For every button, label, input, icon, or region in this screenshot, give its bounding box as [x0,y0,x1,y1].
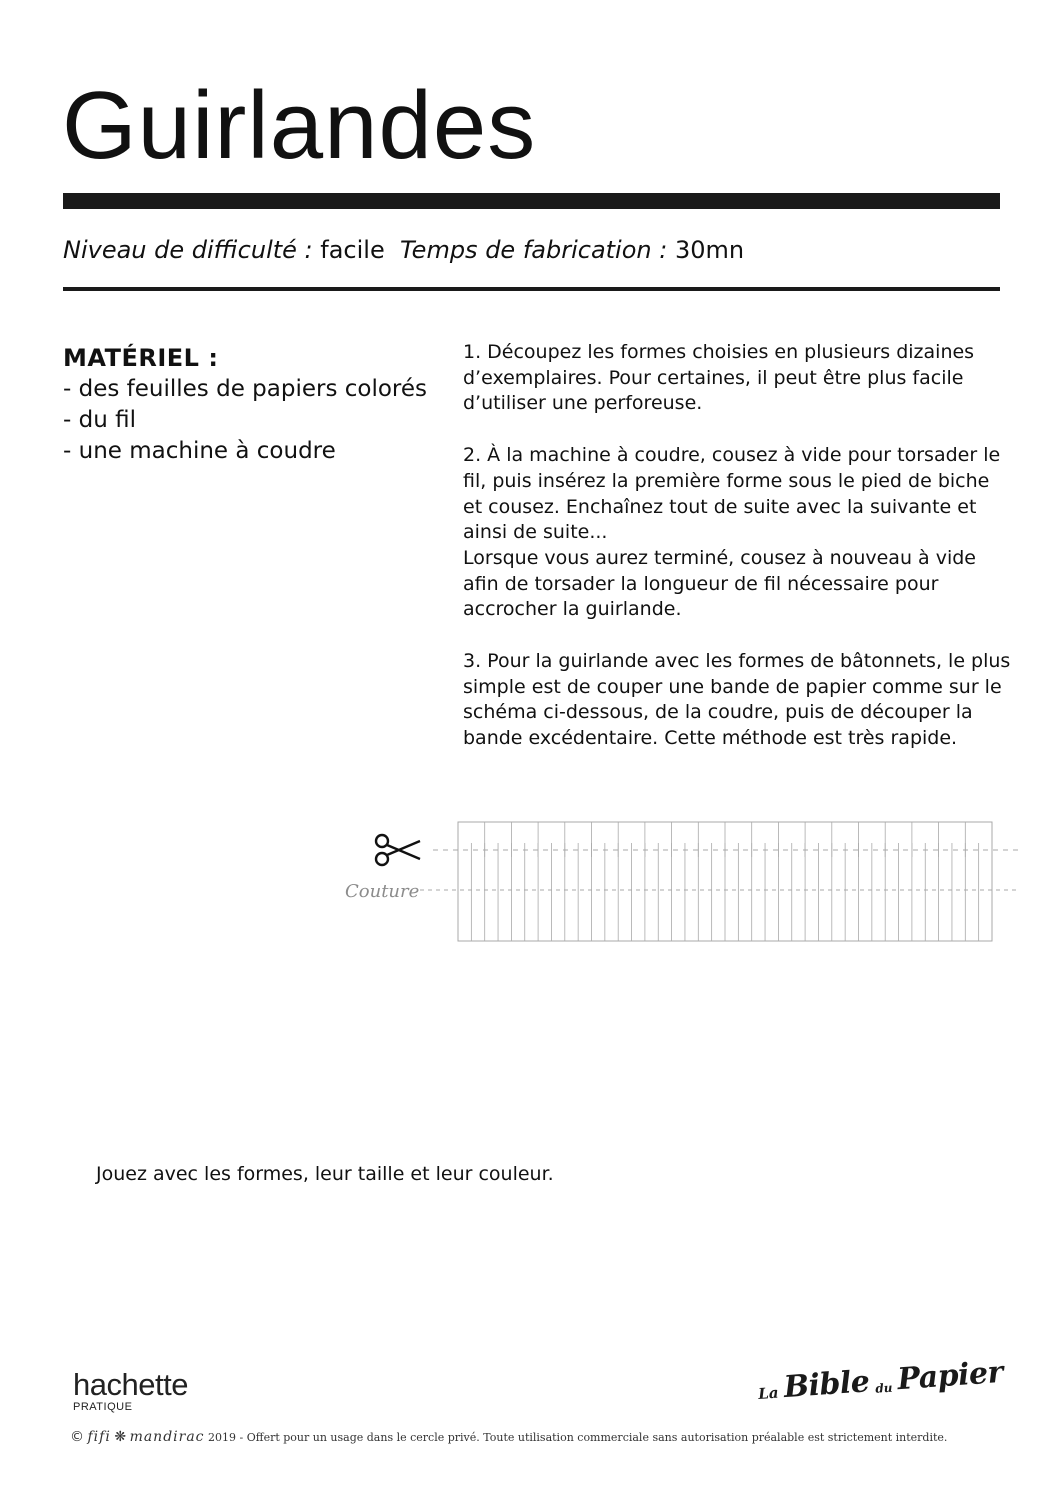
title-divider [63,193,1000,209]
publisher-subtitle: PRATIQUE [73,1401,133,1413]
step-1 [463,340,1013,417]
time-label: Temps de fabrication : [399,236,668,264]
page-title: Guirlandes [62,72,537,179]
step-1-text: 1. Découpez les formes choisies en plusieurs dizaines d’exemplaires. Pour certaines, il peut être plus facile d’utiliser une perforeuse. [463,341,975,415]
difficulty-label: Niveau de difficulté : [63,236,313,264]
brand-logo-papier: Papier [896,1354,1004,1398]
copyright-symbol: © [70,1429,84,1445]
materials-item: - une machine à coudre [63,438,336,464]
paper-strip-diagram [340,815,1030,955]
couture-label: Couture [345,881,420,902]
author-first-name: fifi [87,1429,111,1445]
paper-strip [420,822,1018,941]
author-last-name: mandirac [129,1429,205,1445]
step-3 [463,649,1013,752]
flower-icon: ❋ [114,1429,127,1445]
materials-heading: MATÉRIEL : [63,344,219,372]
materials-section [63,342,443,467]
step-3-text: 3. Pour la guirlande avec les formes de bâtonnets, le plus simple est de couper une bande de papier comme sur le schéma ci-dessous, de la coudre, puis de découper la bande excédentaire. Cette méthode est très rapide. [463,650,1011,750]
copyright-text: 2019 - Offert pour un usage dans le cercle privé. Toute utilisation commerciale sans autorisation préalable est strictement interdite. [208,1431,948,1444]
closing-note: Jouez avec les formes, leur taille et leur couleur. [96,1163,554,1185]
brand-logo-la: La [757,1383,780,1403]
materials-item: - du fil [63,407,136,433]
copyright-notice [70,1430,947,1445]
difficulty-value: facile [320,236,385,264]
publisher-logo [73,1368,188,1413]
time-value: 30mn [674,236,745,264]
materials-list [63,374,443,467]
instructions [463,340,1013,778]
publisher-name: hachette [73,1367,188,1402]
brand-logo-bible: Bible [782,1364,871,1406]
materials-item: - des feuilles de papiers colorés [63,376,428,402]
scissors-icon [376,835,420,865]
step-2-text: 2. À la machine à coudre, cousez à vide pour torsader le fil, puis insérez la première forme sous le pied de biche et cousez. Enchaînez tout de suite avec la suivante et ainsi de suite... [463,444,1001,544]
meta-divider [63,287,1000,291]
brand-logo-du: du [874,1380,893,1396]
step-2 [463,443,1013,623]
step-2-continued-text: Lorsque vous aurez terminé, cousez à nouveau à vide afin de torsader la longueur de fil nécessaire pour accrocher la guirlande. [463,546,976,621]
brand-logo [757,1355,1004,1407]
project-meta [63,234,744,266]
